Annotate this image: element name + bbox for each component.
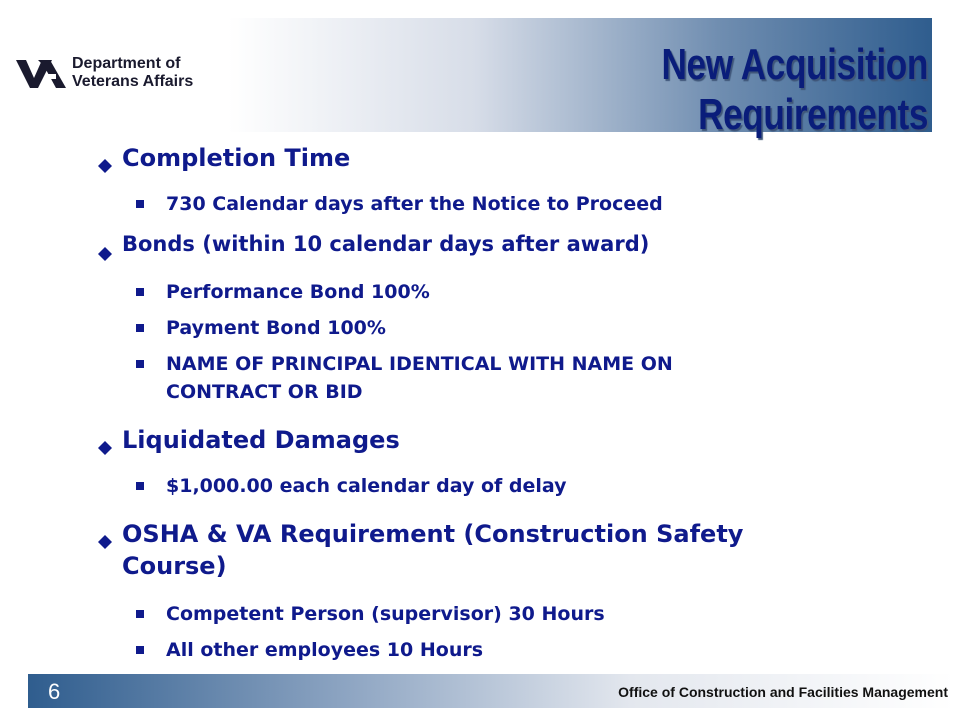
sub-bullet-text: All other employees 10 Hours	[166, 639, 484, 661]
square-bullet-icon	[136, 360, 144, 368]
sub-bullet-text: 730 Calendar days after the Notice to Proceed	[166, 193, 663, 215]
sub-bullet-text: NAME OF PRINCIPAL IDENTICAL WITH NAME ON	[166, 353, 673, 375]
sub-bullet-text: $1,000.00 each calendar day of delay	[166, 475, 567, 497]
sub-bullet-text: Performance Bond 100%	[166, 281, 430, 303]
diamond-bullet-icon	[98, 151, 112, 165]
square-bullet-icon	[136, 200, 144, 208]
bullet-label: Liquidated Damages	[122, 426, 400, 454]
va-logo	[16, 54, 206, 94]
page-number: 6	[48, 679, 61, 704]
bullet-label: Completion Time	[122, 144, 351, 172]
sub-bullet-text: Competent Person (supervisor) 30 Hours	[166, 603, 605, 625]
sub-bullet-text: CONTRACT OR BID	[166, 381, 363, 403]
square-bullet-icon	[136, 324, 144, 332]
square-bullet-icon	[136, 610, 144, 618]
diamond-bullet-icon	[98, 433, 112, 447]
logo-text-line1: Department of	[72, 55, 181, 72]
logo-text-line2: Veterans Affairs	[72, 73, 194, 90]
square-bullet-icon	[136, 646, 144, 654]
footer-text: Office of Construction and Facilities Management	[618, 684, 948, 700]
square-bullet-icon	[136, 288, 144, 296]
diamond-bullet-icon	[98, 527, 112, 541]
diamond-bullet-icon	[98, 239, 112, 253]
sub-bullet-text: Payment Bond 100%	[166, 317, 386, 339]
bullet-label: Bonds (within 10 calendar days after award)	[122, 232, 650, 256]
bullet-label-continuation: Course)	[122, 552, 227, 580]
va-logo-icon	[16, 54, 68, 90]
square-bullet-icon	[136, 482, 144, 490]
bullet-label: OSHA & VA Requirement (Construction Safety	[122, 520, 744, 548]
slide-title: New Acquisition Requirements	[661, 40, 928, 139]
